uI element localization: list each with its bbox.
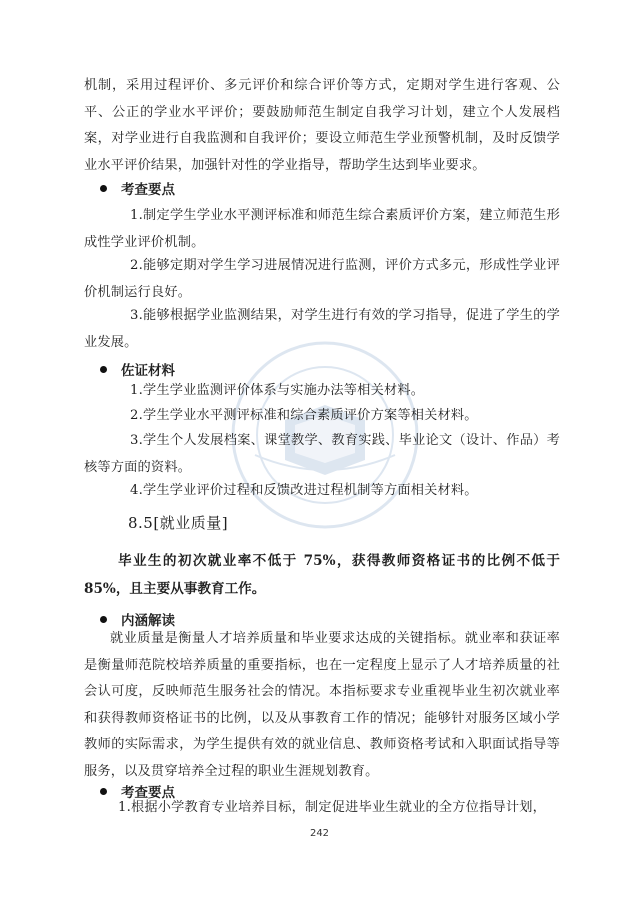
section-heading-exam-points <box>100 178 175 198</box>
section-heading-label: 佐证材料 <box>121 363 175 379</box>
exam-point-item: 1.根据小学教育专业培养目标，制定促进毕业生就业的全方位指导计划， <box>118 800 546 815</box>
exam-point-item: 2.能够定期对学生学习进展情况进行监测，评价方式多元，形成性学业评价机制运行良好。 <box>84 258 560 300</box>
standard-statement: 毕业生的初次就业率不低于 75%，获得教师资格证书的比例不低于 85%，且主要从事教育工作。 <box>84 553 560 597</box>
section-title: 8.5[就业质量] <box>128 514 229 532</box>
section-heading-label: 考查要点 <box>121 785 175 801</box>
page-number: 242 <box>309 828 330 839</box>
exam-point-item: 1.制定学生学业水平测评标准和师范生综合素质评价方案，建立师范生形成性学业评价机制。 <box>84 208 560 250</box>
exam-point-item: 3.能够根据学业监测结果，对学生进行有效的学习指导，促进了学生的学业发展。 <box>84 308 560 350</box>
bullet-icon <box>100 185 107 192</box>
section-heading-evidence <box>100 359 175 379</box>
intro-paragraph: 机制，采用过程评价、多元评价和综合评价等方式，定期对学生进行客观、公平、公正的学业水平评价；要鼓励师范生制定自我学习计划，建立个人发展档案，对学业进行自我监测和自我评价；要设立师范生学业预警机制，及时反馈学业水平评价结果，加强针对性的学业指导，帮助学生达到毕业要求。 <box>84 78 560 173</box>
bullet-icon <box>100 788 107 795</box>
evidence-item: 4.学生学业评价过程和反馈改进过程机制等方面相关材料。 <box>130 483 478 498</box>
interpretation-body: 就业质量是衡量人才培养质量和毕业要求达成的关键指标。就业率和获证率是衡量师范院校培养质量的重要指标，也在一定程度上显示了人才培养质量的社会认可度，反映师范生服务社会的情况。本指标要求专业重视毕业生初次就业率和获得教师资格证书的比例，以及从事教育工作的情况；能够针对服务区域小学教师的实际需求，为学生提供有效的就业信息、教师资格考试和入职面试指导等服务，以及贯穿培养全过程的职业生涯规划教育。 <box>84 631 560 779</box>
evidence-item: 2.学生学业水平测评标准和综合素质评价方案等相关材料。 <box>130 408 478 423</box>
evidence-item: 1.学生学业监测评价体系与实施办法等相关材料。 <box>130 383 425 398</box>
evidence-item: 3.学生个人发展档案、课堂教学、教育实践、毕业论文（设计、作品）考核等方面的资料。 <box>84 433 560 475</box>
section-heading-label: 内涵解读 <box>121 613 175 629</box>
section-heading-label: 考查要点 <box>121 182 175 198</box>
bullet-icon <box>100 616 107 623</box>
bullet-icon <box>100 366 107 373</box>
